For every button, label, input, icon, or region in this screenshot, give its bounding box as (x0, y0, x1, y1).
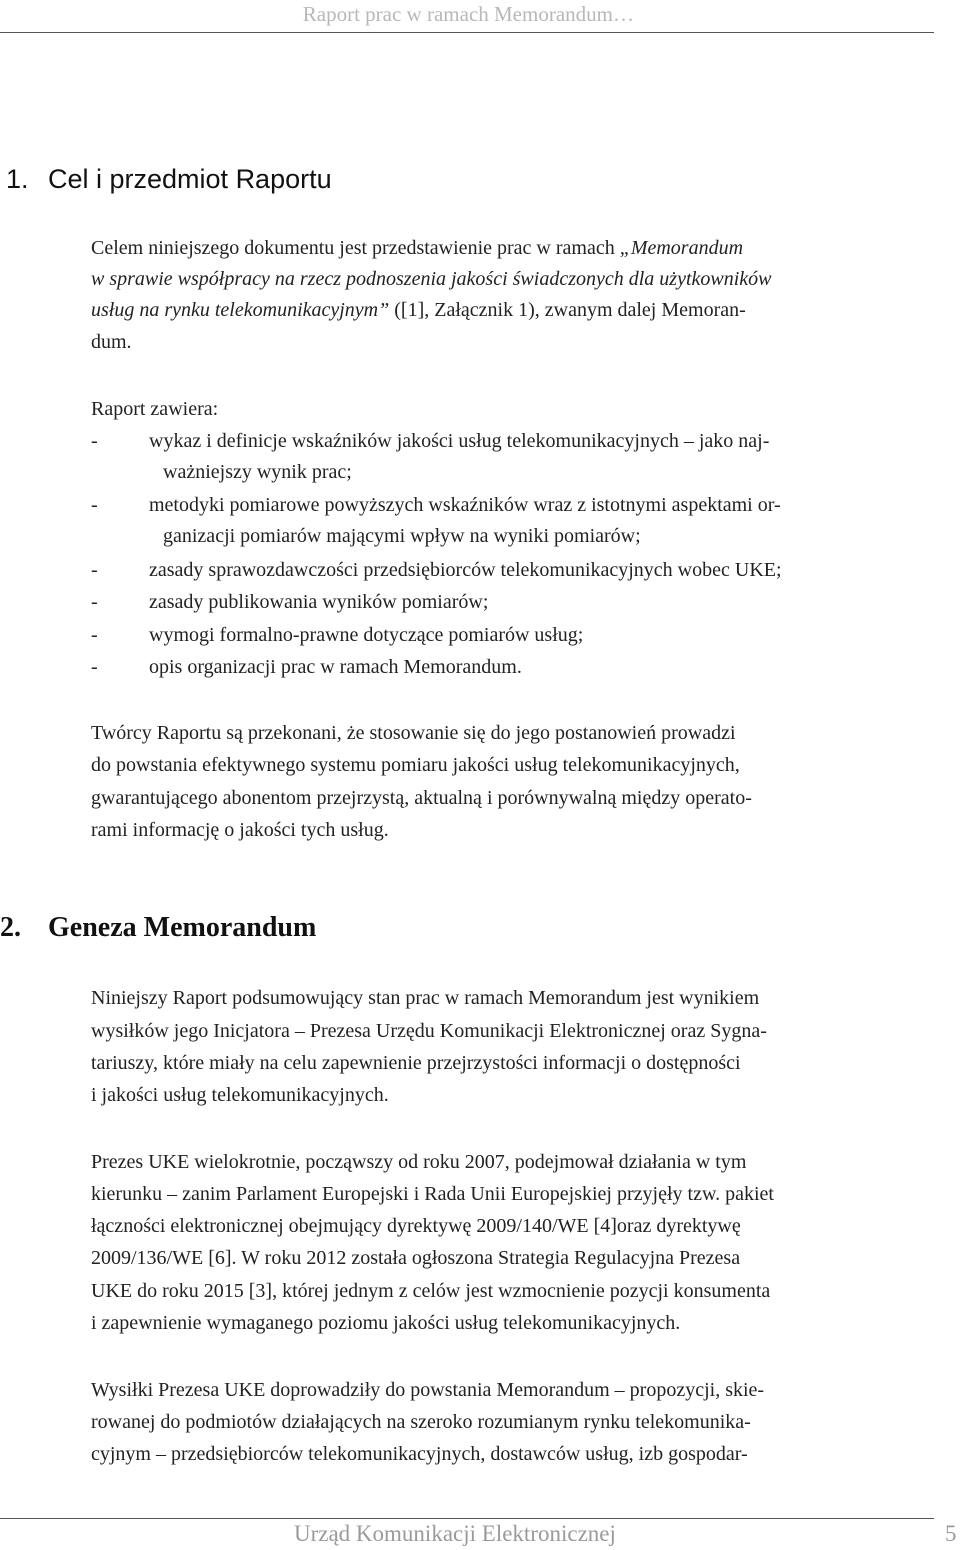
section-2-title: Geneza Memorandum (48, 912, 317, 943)
section-1-heading (6, 164, 332, 195)
page-footer-rule (0, 1518, 934, 1519)
list-item: - zasady publikowania wyników pomiarów; (91, 591, 489, 613)
report-contains-label: Raport zawiera: (91, 398, 219, 420)
intro-line-4: dum. (91, 331, 132, 353)
section-1-number: 1. (6, 164, 29, 194)
page-number: 5 (945, 1521, 957, 1546)
memorandum-title-line-2: w sprawie współpracy na rzecz podnoszenia jakości świadczonych dla użytkowników (91, 268, 772, 290)
list-item: - metodyki pomiarowe powyższych wskaźników wraz z istotnymi aspektami or- (91, 494, 781, 516)
intro-line-1: Celem niniejszego dokumentu jest przedstawienie prac w ramach (91, 237, 620, 259)
intro-line-3: ([1], Załącznik 1), zwanym dalej Memoran- (389, 299, 746, 321)
list-item: - opis organizacji prac w ramach Memorandum. (91, 656, 522, 678)
memorandum-title-end: usług na rynku telekomunikacyjnym” (91, 299, 390, 321)
list-item-continuation: ważniejszy wynik prac; (163, 461, 352, 483)
list-item: - wykaz i definicje wskaźników jakości usług telekomunikacyjnych – jako naj- (91, 430, 770, 452)
list-item-continuation: ganizacji pomiarów mającymi wpływ na wyniki pomiarów; (163, 525, 641, 547)
section-2-number: 2. (0, 912, 21, 943)
footer-organization: Urząd Komunikacji Elektronicznej (294, 1521, 616, 1546)
page-header (0, 0, 934, 33)
list-item: - zasady sprawozdawczości przedsiębiorców telekomunikacyjnych wobec UKE; (91, 559, 782, 581)
header-title: Raport prac w ramach Memorandum… (302, 2, 634, 26)
memorandum-title-start: „Memorandum (619, 237, 744, 259)
section-2-heading (0, 912, 316, 944)
section-1-title: Cel i przedmiot Raportu (48, 164, 332, 194)
list-item: - wymogi formalno-prawne dotyczące pomiarów usług; (91, 624, 584, 646)
